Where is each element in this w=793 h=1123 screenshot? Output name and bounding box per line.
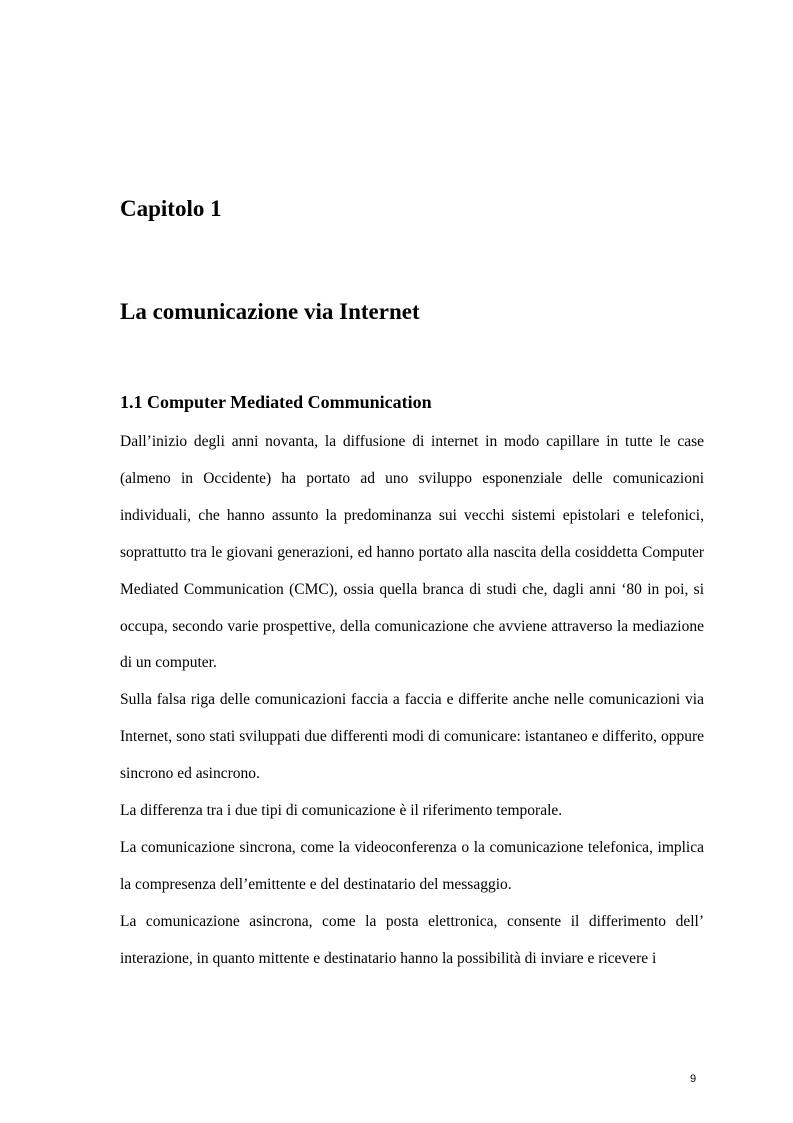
body-text <box>120 424 704 978</box>
paragraph-4: La comunicazione sincrona, come la videoconferenza o la comunicazione telefonica, implica la compresenza dell’emittente e del destinatario del messaggio. <box>120 838 704 893</box>
paragraph-3: La differenza tra i due tipi di comunicazione è il riferimento temporale. <box>120 802 563 820</box>
section-title: 1.1 Computer Mediated Communication <box>120 392 432 412</box>
page-number: 9 <box>690 1073 697 1085</box>
paragraph-2: Sulla falsa riga delle comunicazioni faccia a faccia e differite anche nelle comunicazioni via Internet, sono stati sviluppati due differenti modi di comunicare: istantaneo e differito, oppure sincrono ed asincrono. <box>120 691 704 783</box>
paragraph-1: Dall’inizio degli anni novanta, la diffusione di internet in modo capillare in tutte le case (almeno in Occidente) ha portato ad uno sviluppo esponenziale delle comunicazioni individuali, che hanno assunto la predominanza sui vecchi sistemi epistolari e telefonici, soprattutto tra le giovani generazioni, ed hanno portato alla nascita della cosiddetta Computer Mediated Communication (CMC), ossia quella branca di studi che, dagli anni ‘80 in poi, si occupa, secondo varie prospettive, della comunicazione che avviene attraverso la mediazione di un computer. <box>120 433 704 672</box>
chapter-title: La comunicazione via Internet <box>120 299 420 324</box>
paragraph-5: La comunicazione asincrona, come la posta elettronica, consente il differimento dell’ interazione, in quanto mittente e destinatario hanno la possibilità di inviare e ricevere i <box>120 912 704 967</box>
chapter-label: Capitolo 1 <box>120 196 222 221</box>
